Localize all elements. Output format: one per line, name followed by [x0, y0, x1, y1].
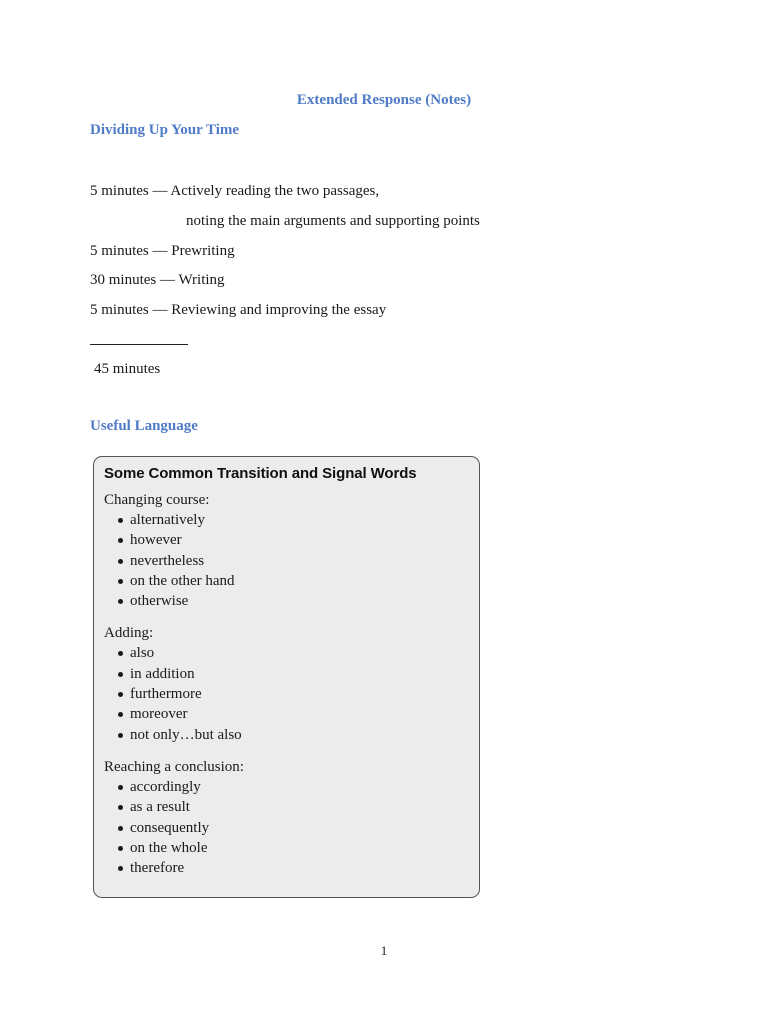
list-item: on the other hand [104, 571, 469, 591]
bullet-icon [118, 866, 123, 871]
list-item: as a result [104, 797, 469, 817]
list-item: moreover [104, 704, 469, 724]
bullet-icon [118, 599, 123, 604]
group-reaching-conclusion [104, 757, 469, 878]
total-divider-rule [90, 344, 188, 345]
time-section-heading: Dividing Up Your Time [90, 122, 240, 138]
list-item: otherwise [104, 591, 469, 611]
time-line-reading-continued: noting the main arguments and supporting points [186, 213, 480, 229]
bullet-icon [118, 672, 123, 677]
language-section-heading: Useful Language [90, 418, 198, 434]
bullet-icon [118, 846, 123, 851]
group-adding [104, 623, 469, 744]
bullet-icon [118, 712, 123, 717]
time-line-reviewing: 5 minutes — Reviewing and improving the essay [90, 302, 387, 318]
list-item: accordingly [104, 777, 469, 797]
bullet-icon [118, 651, 123, 656]
bullet-icon [118, 538, 123, 543]
word-list [104, 643, 469, 744]
group-changing-course [104, 490, 469, 611]
word-list [104, 777, 469, 878]
bullet-icon [118, 559, 123, 564]
signal-words-box [93, 456, 480, 898]
bullet-icon [118, 692, 123, 697]
list-item: not only…but also [104, 725, 469, 745]
list-item: furthermore [104, 684, 469, 704]
page-number: 1 [380, 943, 388, 958]
list-item: alternatively [104, 510, 469, 530]
page-title: Extended Response (Notes) [296, 92, 472, 108]
bullet-icon [118, 579, 123, 584]
list-item: nevertheless [104, 551, 469, 571]
word-list [104, 510, 469, 611]
total-time: 45 minutes [94, 361, 161, 377]
time-line-writing: 30 minutes — Writing [90, 272, 225, 288]
list-item: in addition [104, 664, 469, 684]
signal-words-box-title: Some Common Transition and Signal Words [104, 465, 417, 482]
time-line-prewriting: 5 minutes — Prewriting [90, 243, 235, 259]
bullet-icon [118, 785, 123, 790]
time-line-reading: 5 minutes — Actively reading the two passages, [90, 183, 380, 199]
list-item: on the whole [104, 838, 469, 858]
group-heading: Reaching a conclusion: [104, 758, 244, 775]
bullet-icon [118, 733, 123, 738]
group-heading: Adding: [104, 625, 154, 642]
group-heading: Changing course: [104, 492, 210, 508]
bullet-icon [118, 805, 123, 810]
list-item: also [104, 643, 469, 663]
bullet-icon [118, 518, 123, 523]
bullet-icon [118, 826, 123, 831]
list-item: therefore [104, 858, 469, 878]
list-item: consequently [104, 818, 469, 838]
list-item: however [104, 530, 469, 550]
